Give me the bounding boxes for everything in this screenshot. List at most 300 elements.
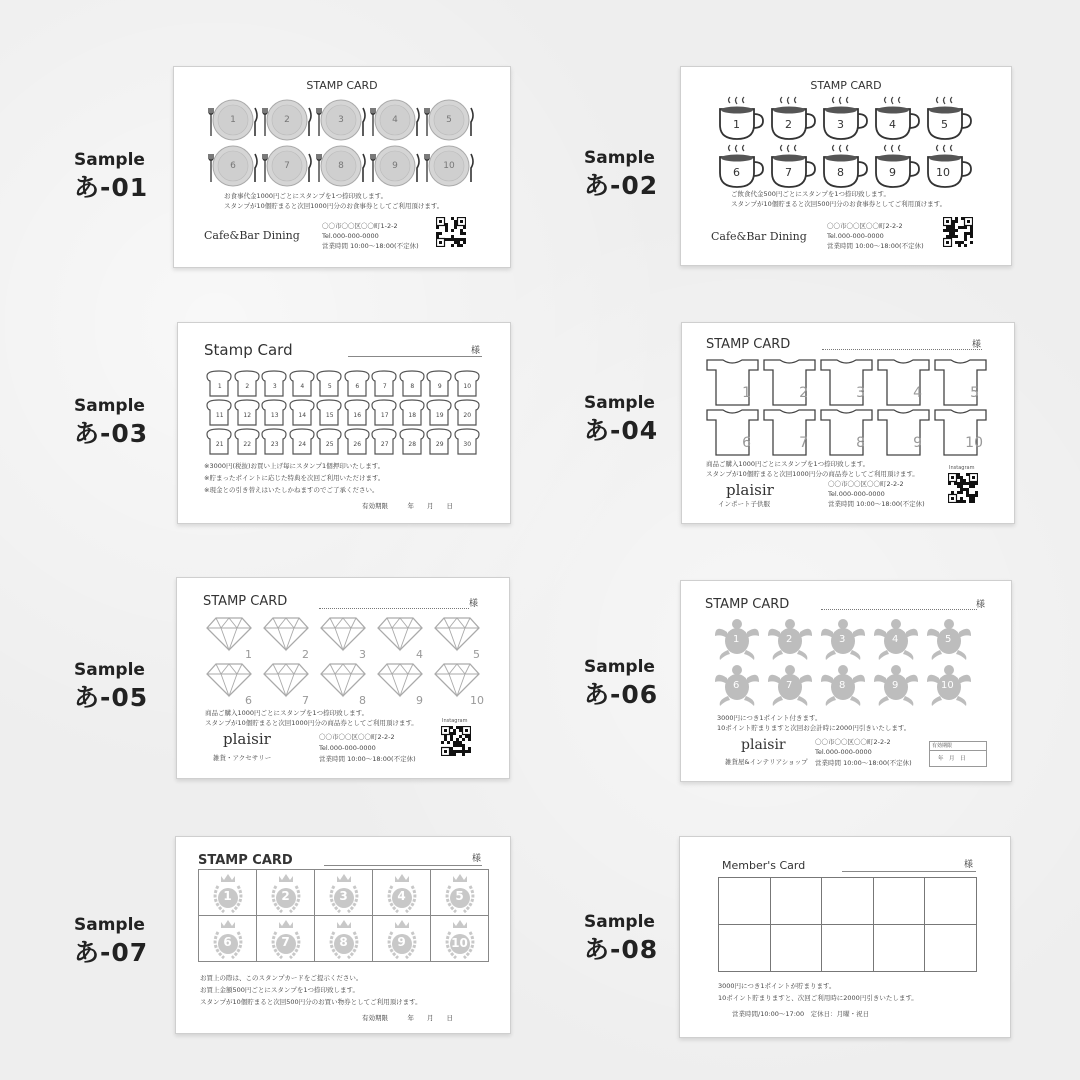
stamp-slot[interactable] bbox=[344, 398, 372, 427]
stamp-slot[interactable] bbox=[422, 143, 476, 189]
stamp-slot[interactable] bbox=[704, 357, 761, 407]
stamp-number: 6 bbox=[355, 383, 360, 390]
stamp-number: 24 bbox=[298, 441, 307, 448]
sample-label-title: Sample bbox=[584, 393, 655, 413]
shop-address: 〇〇市〇〇区〇〇町2-2-2 bbox=[319, 733, 395, 741]
stamp-number: 8 bbox=[338, 161, 344, 171]
stamp-number: 5 bbox=[945, 634, 952, 645]
expiry-date: 有効期限 年 月 日 bbox=[362, 1014, 453, 1022]
stamp-box[interactable] bbox=[822, 878, 874, 925]
stamp-number: 29 bbox=[435, 441, 444, 448]
qr-code-graphic bbox=[441, 726, 471, 756]
stamp-slot[interactable] bbox=[454, 398, 482, 427]
stamp-slot[interactable] bbox=[199, 916, 257, 962]
stamp-grid bbox=[718, 877, 977, 972]
name-line bbox=[842, 871, 976, 872]
stamp-grid bbox=[711, 617, 976, 709]
stamp-number: 16 bbox=[353, 412, 362, 419]
qr-code-icon bbox=[441, 726, 471, 760]
stamp-slot[interactable] bbox=[921, 143, 973, 191]
card-title: STAMP CARD bbox=[198, 853, 293, 868]
stamp-slot[interactable] bbox=[704, 407, 761, 457]
rule-line-1: 商品ご購入1000円ごとにスタンプを1つ捺印致します。 bbox=[205, 709, 369, 717]
name-suffix: 様 bbox=[976, 600, 986, 610]
stamp-slot[interactable] bbox=[257, 870, 315, 916]
stamp-box[interactable] bbox=[719, 878, 771, 925]
shop-tel: Tel.000-000-0000 bbox=[319, 744, 376, 752]
rule-line-2: お買上金額500円ごとにスタンプを1つ捺印致します。 bbox=[200, 986, 360, 994]
rule-line-1: 3000円につき1ポイントが貯まります。 bbox=[718, 982, 836, 990]
expiry-date: 有効期限 年 月 日 bbox=[362, 502, 453, 510]
stamp-number: 3 bbox=[339, 889, 348, 903]
stamp-slot[interactable] bbox=[932, 357, 989, 407]
stamp-number: 17 bbox=[380, 412, 389, 419]
stamp-card-05 bbox=[176, 577, 510, 779]
stamp-slot[interactable] bbox=[431, 916, 489, 962]
stamp-slot[interactable] bbox=[234, 369, 262, 398]
sample-label-08 bbox=[584, 912, 694, 966]
stamp-number: 9 bbox=[392, 161, 398, 171]
qr-code-icon bbox=[943, 217, 973, 251]
stamp-slot[interactable] bbox=[372, 616, 429, 662]
stamp-number: 26 bbox=[353, 441, 362, 448]
shop-category: 雑貨屋&インテリアショップ bbox=[725, 758, 808, 766]
stamp-number: 1 bbox=[223, 889, 232, 903]
stamp-slot[interactable] bbox=[315, 870, 373, 916]
stamp-slot[interactable] bbox=[371, 427, 399, 456]
stamp-number: 3 bbox=[837, 118, 844, 131]
rule-line-3: ※現金との引き替えはいたしかねますのでご了承ください。 bbox=[204, 486, 379, 494]
stamp-slot[interactable] bbox=[817, 663, 870, 709]
stamp-number: 30 bbox=[463, 441, 472, 448]
sample-label-03 bbox=[74, 396, 184, 450]
qr-code-graphic bbox=[948, 473, 978, 503]
stamp-slot[interactable] bbox=[818, 357, 875, 407]
stamp-number: 3 bbox=[856, 385, 865, 401]
stamp-slot[interactable] bbox=[206, 369, 234, 398]
stamp-number: 8 bbox=[837, 166, 844, 179]
stamp-number: 14 bbox=[298, 412, 307, 419]
sample-label-code: あ-01 bbox=[74, 173, 149, 202]
stamp-slot[interactable] bbox=[875, 407, 932, 457]
sample-label-code: あ-07 bbox=[74, 938, 149, 967]
stamp-slot[interactable] bbox=[261, 369, 289, 398]
stamp-number: 8 bbox=[410, 383, 415, 390]
stamp-slot[interactable] bbox=[713, 143, 765, 191]
shop-name: Cafe&Bar Dining bbox=[204, 229, 300, 242]
stamp-number: 18 bbox=[408, 412, 417, 419]
sample-label-title: Sample bbox=[584, 148, 655, 168]
stamp-slot[interactable] bbox=[206, 143, 260, 189]
stamp-slot[interactable] bbox=[206, 398, 234, 427]
stamp-slot[interactable] bbox=[371, 369, 399, 398]
stamp-slot[interactable] bbox=[316, 398, 344, 427]
stamp-slot[interactable] bbox=[921, 95, 973, 143]
shop-tel: Tel.000-000-0000 bbox=[815, 748, 872, 756]
t-shirt-icon bbox=[704, 407, 761, 457]
sample-label-code: あ-04 bbox=[584, 416, 659, 445]
stamp-grid bbox=[704, 357, 989, 457]
name-suffix: 様 bbox=[469, 599, 479, 609]
stamp-box[interactable] bbox=[874, 925, 926, 972]
stamp-number: 9 bbox=[892, 680, 899, 691]
stamp-slot[interactable] bbox=[761, 407, 818, 457]
stamp-number: 2 bbox=[785, 118, 792, 131]
sample-label-06 bbox=[584, 657, 694, 711]
stamp-slot[interactable] bbox=[431, 870, 489, 916]
stamp-slot[interactable] bbox=[261, 427, 289, 456]
stamp-number: 10 bbox=[941, 680, 954, 691]
card-title: STAMP CARD bbox=[203, 594, 288, 609]
shop-category: インポート子供服 bbox=[718, 500, 770, 508]
stamp-number: 8 bbox=[339, 935, 348, 949]
stamp-card-02 bbox=[680, 66, 1012, 266]
sample-label-07 bbox=[74, 915, 184, 969]
stamp-number: 28 bbox=[408, 441, 417, 448]
stamp-number: 3 bbox=[272, 383, 277, 390]
stamp-box[interactable] bbox=[822, 925, 874, 972]
t-shirt-icon bbox=[818, 407, 875, 457]
rule-line-1: お買上の際は、このスタンプカードをご提示ください。 bbox=[200, 974, 363, 982]
shop-hours: 営業時間 10:00～18:00(不定休) bbox=[319, 755, 416, 763]
stamp-slot[interactable] bbox=[315, 662, 372, 708]
stamp-slot[interactable] bbox=[426, 369, 454, 398]
stamp-slot[interactable] bbox=[426, 427, 454, 456]
stamp-number: 3 bbox=[839, 634, 846, 645]
stamp-number: 5 bbox=[473, 648, 480, 661]
stamp-slot[interactable] bbox=[344, 427, 372, 456]
stamp-number: 25 bbox=[325, 441, 334, 448]
card-title: Member's Card bbox=[722, 859, 806, 872]
stamp-slot[interactable] bbox=[315, 616, 372, 662]
stamp-slot[interactable] bbox=[713, 95, 765, 143]
stamp-slot[interactable] bbox=[429, 662, 486, 708]
stamp-number: 10 bbox=[463, 383, 472, 390]
stamp-slot[interactable] bbox=[206, 427, 234, 456]
stamp-slot[interactable] bbox=[206, 97, 260, 143]
stamp-number: 5 bbox=[446, 115, 452, 125]
sample-label-04 bbox=[584, 393, 694, 447]
rule-line-1: お食事代金1000円ごとにスタンプを1つ捺印致します。 bbox=[224, 192, 388, 200]
stamp-slot[interactable] bbox=[426, 398, 454, 427]
stamp-slot[interactable] bbox=[260, 143, 314, 189]
stamp-number: 1 bbox=[733, 634, 740, 645]
stamp-slot[interactable] bbox=[314, 143, 368, 189]
stamp-slot[interactable] bbox=[257, 916, 315, 962]
stamp-slot[interactable] bbox=[315, 916, 373, 962]
stamp-slot[interactable] bbox=[234, 427, 262, 456]
expiry-label: 有効期限 bbox=[930, 742, 986, 751]
sample-label-title: Sample bbox=[74, 396, 145, 416]
stamp-card-06 bbox=[680, 580, 1012, 782]
rule-line-2: スタンプが10個貯まると次回1000円分のお食事券としてご利用頂けます。 bbox=[224, 202, 444, 210]
name-line bbox=[821, 609, 977, 610]
stamp-slot[interactable] bbox=[711, 663, 764, 709]
expiry-date: 年 月 日 bbox=[938, 756, 966, 762]
stamp-box[interactable] bbox=[771, 878, 823, 925]
stamp-slot[interactable] bbox=[454, 369, 482, 398]
stamp-slot[interactable] bbox=[875, 357, 932, 407]
stamp-number: 2 bbox=[245, 383, 250, 390]
stamp-number: 4 bbox=[913, 385, 922, 401]
shop-name: plaisir bbox=[741, 737, 786, 753]
stamp-number: 2 bbox=[786, 634, 793, 645]
shop-address: 〇〇市〇〇区〇〇町2-2-2 bbox=[815, 738, 891, 746]
stamp-slot[interactable] bbox=[314, 97, 368, 143]
rule-line-2: 10ポイント貯まりますと、次回ご利用時に2000円引きいたします。 bbox=[718, 994, 918, 1002]
stamp-number: 5 bbox=[327, 383, 332, 390]
expiry-box bbox=[929, 741, 987, 767]
shop-hours: 営業時間 10:00～18:00(不定休) bbox=[815, 759, 912, 767]
stamp-number: 7 bbox=[284, 161, 290, 171]
stamp-slot[interactable] bbox=[817, 95, 869, 143]
stamp-number: 3 bbox=[338, 115, 344, 125]
stamp-number: 1 bbox=[230, 115, 236, 125]
sample-label-title: Sample bbox=[74, 915, 145, 935]
stamp-slot[interactable] bbox=[373, 916, 431, 962]
stamp-slot[interactable] bbox=[870, 617, 923, 663]
name-suffix: 様 bbox=[472, 854, 482, 864]
stamp-number: 27 bbox=[380, 441, 389, 448]
stamp-slot[interactable] bbox=[371, 398, 399, 427]
shop-hours: 営業時間 10:00～18:00(不定休) bbox=[827, 242, 924, 250]
t-shirt-icon bbox=[761, 357, 818, 407]
stamp-number: 13 bbox=[270, 412, 279, 419]
stamp-number: 6 bbox=[733, 166, 740, 179]
stamp-grid bbox=[198, 869, 489, 962]
stamp-number: 10 bbox=[965, 435, 983, 451]
stamp-box[interactable] bbox=[719, 925, 771, 972]
shop-tel: Tel.000-000-0000 bbox=[322, 232, 379, 240]
stamp-slot[interactable] bbox=[932, 407, 989, 457]
stamp-slot[interactable] bbox=[399, 369, 427, 398]
sample-label-code: あ-02 bbox=[584, 171, 659, 200]
stamp-number: 4 bbox=[300, 383, 305, 390]
stamp-slot[interactable] bbox=[316, 369, 344, 398]
card-title: STAMP CARD bbox=[306, 79, 378, 92]
stamp-slot[interactable] bbox=[289, 369, 317, 398]
stamp-number: 10 bbox=[443, 161, 455, 171]
stamp-number: 4 bbox=[416, 648, 423, 661]
stamp-number: 6 bbox=[245, 694, 252, 707]
rule-line-2: 10ポイント貯まりますと次回お会計時に2000円引きいたします。 bbox=[717, 724, 911, 732]
qr-caption: Instagram bbox=[442, 718, 468, 724]
stamp-number: 7 bbox=[281, 935, 290, 949]
rule-line-2: スタンプが10個貯まると次回1000円分の商品券としてご利用頂けます。 bbox=[706, 470, 919, 478]
stamp-number: 21 bbox=[215, 441, 224, 448]
stamp-box[interactable] bbox=[771, 925, 823, 972]
qr-code-icon bbox=[948, 473, 978, 507]
stamp-slot[interactable] bbox=[869, 95, 921, 143]
stamp-number: 1 bbox=[742, 385, 751, 401]
t-shirt-icon bbox=[704, 357, 761, 407]
sample-label-code: あ-06 bbox=[584, 680, 659, 709]
stamp-slot[interactable] bbox=[289, 427, 317, 456]
stamp-number: 6 bbox=[742, 435, 751, 451]
stamp-slot[interactable] bbox=[289, 398, 317, 427]
stamp-grid bbox=[713, 95, 973, 191]
stamp-slot[interactable] bbox=[316, 427, 344, 456]
stamp-number: 10 bbox=[470, 694, 484, 707]
stamp-slot[interactable] bbox=[764, 617, 817, 663]
stamp-number: 23 bbox=[270, 441, 279, 448]
stamp-card-08 bbox=[679, 836, 1011, 1038]
name-line bbox=[319, 608, 469, 609]
stamp-number: 20 bbox=[463, 412, 472, 419]
sample-label-01 bbox=[74, 150, 184, 204]
stamp-number: 4 bbox=[892, 634, 899, 645]
stamp-slot[interactable] bbox=[260, 97, 314, 143]
shop-tel: Tel.000-000-0000 bbox=[827, 232, 884, 240]
sample-label-05 bbox=[74, 660, 184, 714]
shop-category: 雑貨・アクセサリー bbox=[213, 754, 272, 762]
stamp-slot[interactable] bbox=[368, 97, 422, 143]
stamp-slot[interactable] bbox=[373, 870, 431, 916]
t-shirt-icon bbox=[875, 407, 932, 457]
name-suffix: 様 bbox=[972, 340, 982, 350]
stamp-box[interactable] bbox=[925, 925, 977, 972]
stamp-slot[interactable] bbox=[869, 143, 921, 191]
qr-code-graphic bbox=[436, 217, 466, 247]
stamp-number: 8 bbox=[359, 694, 366, 707]
stamp-number: 11 bbox=[215, 412, 224, 419]
qr-caption: Instagram bbox=[949, 465, 975, 471]
stamp-slot[interactable] bbox=[818, 407, 875, 457]
rule-line-1: ご飲食代金500円ごとにスタンプを1つ捺印致します。 bbox=[731, 190, 891, 198]
t-shirt-icon bbox=[761, 407, 818, 457]
stamp-grid bbox=[206, 369, 481, 456]
stamp-number: 19 bbox=[435, 412, 444, 419]
sample-label-code: あ-08 bbox=[584, 935, 659, 964]
stamp-card-03 bbox=[177, 322, 511, 524]
card-title: STAMP CARD bbox=[706, 337, 791, 352]
stamp-number: 6 bbox=[223, 935, 232, 949]
stamp-number: 5 bbox=[455, 889, 464, 903]
rule-line-2: ※貯まったポイントに応じた特典を次回ご利用いただけます。 bbox=[204, 474, 385, 482]
stamp-slot[interactable] bbox=[234, 398, 262, 427]
stamp-slot[interactable] bbox=[711, 617, 764, 663]
name-suffix: 様 bbox=[471, 346, 481, 356]
stamp-box[interactable] bbox=[874, 878, 926, 925]
rule-line-2: スタンプが10個貯まると次回1000円分の商品券としてご利用頂けます。 bbox=[205, 719, 418, 727]
shop-address: 〇〇市〇〇区〇〇町2-2-2 bbox=[828, 480, 904, 488]
stamp-card-04 bbox=[681, 322, 1015, 524]
stamp-number: 22 bbox=[243, 441, 252, 448]
stamp-number: 3 bbox=[359, 648, 366, 661]
stamp-slot[interactable] bbox=[201, 616, 258, 662]
stamp-box[interactable] bbox=[925, 878, 977, 925]
stamp-number: 9 bbox=[416, 694, 423, 707]
card-title: Stamp Card bbox=[204, 341, 293, 359]
stamp-slot[interactable] bbox=[765, 95, 817, 143]
stamp-slot[interactable] bbox=[372, 662, 429, 708]
stamp-number: 7 bbox=[785, 166, 792, 179]
name-line bbox=[324, 865, 482, 866]
stamp-number: 15 bbox=[325, 412, 334, 419]
stamp-grid bbox=[201, 616, 486, 708]
stamp-slot[interactable] bbox=[258, 616, 315, 662]
stamp-grid bbox=[206, 97, 476, 189]
stamp-slot[interactable] bbox=[422, 97, 476, 143]
stamp-number: 7 bbox=[382, 383, 387, 390]
stamp-number: 10 bbox=[936, 166, 950, 179]
name-line bbox=[822, 349, 982, 350]
card-title: STAMP CARD bbox=[705, 597, 790, 612]
name-suffix: 様 bbox=[964, 860, 974, 870]
shop-address: 〇〇市〇〇区〇〇町1-2-2 bbox=[322, 222, 398, 230]
stamp-number: 2 bbox=[284, 115, 290, 125]
stamp-number: 9 bbox=[913, 435, 922, 451]
rule-line-1: ※3000円(税抜)お買い上げ毎にスタンプ1個押印いたします。 bbox=[204, 462, 385, 470]
stamp-slot[interactable] bbox=[923, 617, 976, 663]
stamp-number: 5 bbox=[941, 118, 948, 131]
stamp-slot[interactable] bbox=[258, 662, 315, 708]
stamp-slot[interactable] bbox=[399, 398, 427, 427]
qr-code-icon bbox=[436, 217, 466, 251]
stamp-number: 1 bbox=[217, 383, 222, 390]
stamp-number: 7 bbox=[799, 435, 808, 451]
stamp-number: 8 bbox=[856, 435, 865, 451]
t-shirt-icon bbox=[818, 357, 875, 407]
stamp-slot[interactable] bbox=[764, 663, 817, 709]
stamp-number: 7 bbox=[302, 694, 309, 707]
stamp-number: 1 bbox=[245, 648, 252, 661]
stamp-number: 12 bbox=[243, 412, 252, 419]
stamp-number: 6 bbox=[230, 161, 236, 171]
stamp-slot[interactable] bbox=[201, 662, 258, 708]
sample-label-02 bbox=[584, 148, 694, 202]
sample-label-title: Sample bbox=[74, 660, 145, 680]
stamp-number: 8 bbox=[839, 680, 846, 691]
stamp-slot[interactable] bbox=[429, 616, 486, 662]
rule-line-2: スタンプが10個貯まると次回500円分のお食事券としてご利用頂けます。 bbox=[731, 200, 947, 208]
stamp-slot[interactable] bbox=[199, 870, 257, 916]
t-shirt-icon bbox=[932, 357, 989, 407]
rule-line-1: 3000円につき1ポイント付きます。 bbox=[717, 714, 822, 722]
sample-label-code: あ-03 bbox=[74, 419, 149, 448]
stamp-card-07 bbox=[175, 836, 511, 1034]
stamp-slot[interactable] bbox=[817, 617, 870, 663]
shop-name: plaisir bbox=[726, 481, 774, 499]
stamp-slot[interactable] bbox=[870, 663, 923, 709]
sample-label-title: Sample bbox=[74, 150, 145, 170]
stamp-slot[interactable] bbox=[761, 357, 818, 407]
stamp-slot[interactable] bbox=[765, 143, 817, 191]
stamp-number: 5 bbox=[970, 385, 979, 401]
rule-line-1: 商品ご購入1000円ごとにスタンプを1つ捺印致します。 bbox=[706, 460, 870, 468]
name-line bbox=[348, 356, 482, 357]
stamp-number: 4 bbox=[397, 889, 406, 903]
stamp-slot[interactable] bbox=[923, 663, 976, 709]
stamp-slot[interactable] bbox=[817, 143, 869, 191]
stamp-number: 7 bbox=[786, 680, 793, 691]
stamp-number: 4 bbox=[392, 115, 398, 125]
stamp-number: 9 bbox=[889, 166, 896, 179]
stamp-number: 2 bbox=[281, 889, 290, 903]
stamp-number: 10 bbox=[451, 936, 468, 950]
qr-code-graphic bbox=[943, 217, 973, 247]
stamp-slot[interactable] bbox=[368, 143, 422, 189]
stamp-slot[interactable] bbox=[344, 369, 372, 398]
shop-tel: Tel.000-000-0000 bbox=[828, 490, 885, 498]
stamp-slot[interactable] bbox=[454, 427, 482, 456]
stamp-number: 6 bbox=[733, 680, 740, 691]
sample-label-title: Sample bbox=[584, 657, 655, 677]
stamp-slot[interactable] bbox=[261, 398, 289, 427]
shop-hours: 営業時間 10:00～18:00(不定休) bbox=[828, 500, 925, 508]
stamp-number: 2 bbox=[799, 385, 808, 401]
stamp-slot[interactable] bbox=[399, 427, 427, 456]
